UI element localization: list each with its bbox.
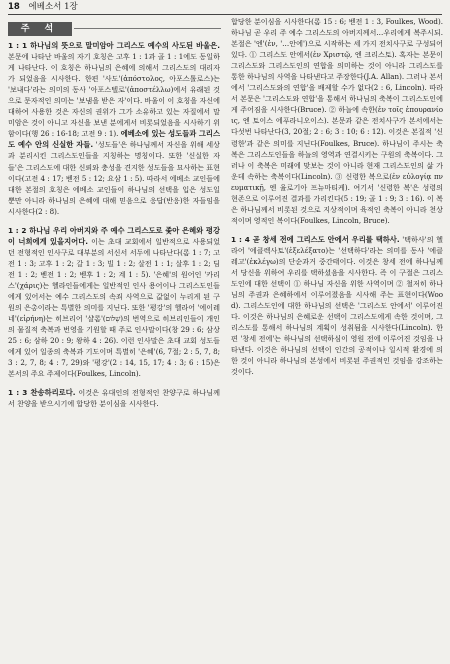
- commentary-text: '택하사'의 헬라어 '에클렉사토'(ἐξελέξατο)는 '선택하다'라는 의미를 동사 '에클레고'(ἐκλέγω)의 단순과거 중간태이다. 이것은 창세 전에 하나님께서 당신을 위하여 우리를 택하셨음을 시사한다. 즉 이 구절은 그리스도인에 대한 선택이 ① 하나님 자신을 위한 사역이며 ② 철저히 하나님의 주권과 은혜하에서 이루어졌음을 시사해 주는 표현이다(Wood). 그리스도인에 대한 하나님의 선택은 '그리스도 안에서' 이루어진다. 이것은 하나님의 은혜로운 선택이 그리스도에게 속한 것이며, 그리스도를 통해서 하나님의 계획이 성취됨을 시사한다(Lincoln). 한편 '창세 전에'는 하나님의 선택하심이 영원 전에 이루어진 것임을 나타낸다. 이것은 하나님의 선택이 인간의 공적이나 일시적 환경에 의한 것이 아니라 하나님의 본성에서 비롯된 주권적인 것임을 강조하는 것이다.: [231, 234, 443, 377]
- right-column: [231, 16, 443, 662]
- commentary-text: 본문에 나타난 바울의 자기 호칭은 고후 1 : 1과 골 1 : 1에도 동일하게 나타난다. 이 호칭은 하나님의 은혜에 의해서 그리스도의 대리자가 되었음을 시사한다. 한편 '사도'(ἀπόστολος, 아포스톨로스)는 '보내다'라는 의미의 동사 '아포스텔로'(ἀποστέλλω)에서 유래된 것으로 문자적인 의미는 '보냄을 받은 자'이다. 바울이 이 호칭을 자신에 대하여 사용한 것은 자신의 권위가 그가 소유하고 있는 자질에서 말미암은 것이 아니고 자신을 보낸 분에게서 비롯되었음을 시사하기 위함이다(행 26 : 16-18; 고전 9 : 1).: [8, 52, 220, 139]
- commentary-text: 합당한 분이심을 시사한다(롬 15 : 6; 벧전 1 : 3, Foulkes, Wood). 하나님 곧 우리 주 예수 그리스도의 아버지께서…우리에게 복주시되. 본절은 '엔'(ἐν, '…안에')으로 시작하는 세 가지 전치사구로 구성되어 있다. ① 그리스도 안에서(ἐν Χριστῷ, 엔 크리스토). 혹자는 본문이 그리스도와 그리스도인의 연합을 의미하는 것이 아니라 그리스도를 통한 하나님의 사역을 나타낸다고 주장한다(J.A. Allan). 그러나 본서에서 '그리스도와의 연합'을 배제할 수가 없다(2 : 6, Lincoln). 따라서 본문은 '그리스도와 연합'을 통해서 하나님의 축복이 그리스도인에게 주어짐을 시사한다(Bruce). ② 하늘에 속한(ἐν τοῖς ἐπουρανίοις, 엔 토이스 에푸라니오이스). 본문과 같은 전치사구가 본서에서는 다섯번 나타난다(3, 20절; 2 : 6; 3 : 10; 6 : 12). 이것은 본질적 '신령한'과 같은 의미를 지닌다(Foulkes, Bruce). 하나님이 주시는 축복은 그리스도인들을 하늘의 영역과 연결시키는 구원의 축복이다. 그러나 이 축복은 미래에 맞보는 것이 아니라 현재 그리스도인의 삶 가운데 속하는 축복이다(Lincoln). ③ 신령한 복으로(ἐν εὐλογίᾳ πνευματικῇ, 엔 율로기아 프뉴마티케). 여기서 '신령한 복'은 성령의 현존으로 이루어진 결과를 가리킨다(5 : 19; 골 1 : 9; 3 : 16). 이 복은 하나님께서 비롯된 것으로 지상적이며 육적인 축복이 아니라 천상적이며 영적인 복이다(Foulkes, Lincoln, Bruce).: [231, 17, 443, 225]
- commentary-text: 이는 초대 교회에서 일반적으로 사용되었던 전형적인 인사구로 대부분의 서신서 서두에 나타난다(롬 1 : 7; 고전 1 : 3; 고후 1 : 2; 갈 1 : 3; 빌 1 : 2; 살전 1 : 1; 살후 1 : 2; 딤전 1 : 2; 벧전 1 : 2; 벧후 1 : 2; 계 1 : 5). '은혜'의 원어인 '카리스'(χάρις)는 헬라인들에게는 일반적인 인사 용어이나 그리스도인들에게 있어서는 예수 그리스도의 속죄 사역으로 값없이 누리게 된 구원의 은총이라는 특별한 의미를 지닌다. 또한 '평강'의 헬라어 '에이레네'(εἰρήνη)는 히브리어 '샬롬'(שָׁלוֹם)의 번역으로 히브리인들이 개인의 물질적 축복과 번영을 기원할 때 주로 인사말이다(창 29 : 6; 삼상 25 : 6; 삼하 20 : 9; 왕하 4 : 26). 이런 인사말은 초대 교회 성도들에게 있어 일종의 축복과 기도이며 특별히 '은혜'(6, 7절; 2 : 5, 7, 8; 3 : 2, 7, 8; 4 : 7, 29)와 '평강'(2 : 14, 15, 17; 4 : 3; 6 : 15)은 본서의 주요 주제이다(Foulkes, Lincoln).: [8, 236, 220, 379]
- verse-heading: 1 : 2 하나님 우리 아버지와 주 예수 그리스도로 좇아 은혜와 평강이 너희에게 있을지어다.: [8, 225, 220, 246]
- left-column: [8, 40, 220, 660]
- commentary-paragraph: [8, 387, 220, 409]
- verse-heading: 1 : 3 찬송하리로다.: [8, 388, 76, 398]
- section-title-rule: [74, 28, 221, 29]
- running-header: [8, 0, 442, 14]
- commentary-paragraph: [231, 16, 443, 226]
- commentary-text: '성도들'은 하나님께서 자신을 위해 세상과 분리시킨 그리스도인들을 지칭하는 명칭이다. 또한 '신실한 자들'은 그리스도에 대한 신뢰와 충성을 견지한 성도들을 묘사하는 표현이다(고전 4 : 17; 벧전 5 : 12; 요삼 1 : 5). 따라서 에베소 교인들에 대한 본절의 호칭은 에베소 교인들이 하나님의 선택을 입은 성도일 뿐만 아니라 하나님의 은혜에 대해 믿음으로 응답(반응)한 자들임을 시사한다(2 : 8).: [8, 140, 220, 216]
- header-rule: [8, 14, 442, 15]
- commentary-text: 이것은 유대인의 전형적인 찬양구로 하나님께서 찬양을 받으시기에 합당한 분이심을 시사한다.: [8, 388, 220, 409]
- commentary-paragraph: [231, 234, 443, 378]
- section-title: 주 석: [8, 22, 72, 36]
- commentary-paragraph: [8, 40, 220, 217]
- page-number: 18: [8, 2, 20, 12]
- commentary-paragraph: [8, 225, 220, 380]
- verse-heading: 1 : 1 하나님의 뜻으로 말미암아 그리스도 예수의 사도된 바울은.: [8, 41, 220, 50]
- verse-subheading: 에베소에 있는 성도들과 그리스도 예수 안의 신실한 자들.: [8, 129, 220, 150]
- verse-heading: 1 : 4 곧 창세 전에 그리스도 안에서 우리를 택하사.: [231, 234, 400, 244]
- running-title: 에베소서 1장: [28, 2, 78, 12]
